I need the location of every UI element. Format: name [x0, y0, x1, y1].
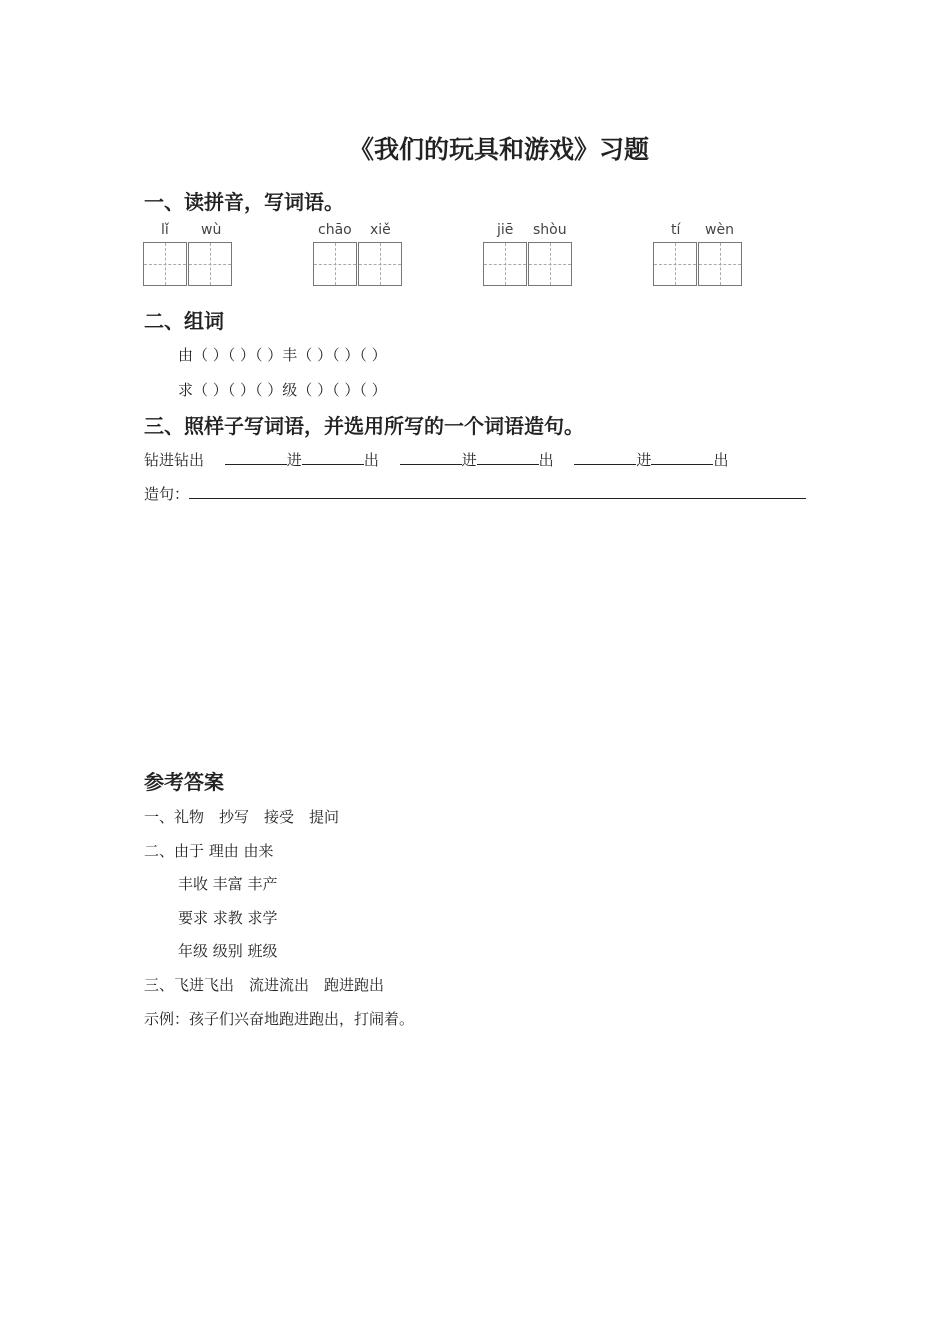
- writing-box[interactable]: [313, 242, 357, 286]
- pattern-example: 钻进钻出: [144, 451, 205, 469]
- sentence-label: 造句：: [144, 485, 190, 503]
- word-group-row-2: 求（ ）（ ）（ ）级（ ）（ ）（ ）: [178, 381, 387, 399]
- page-title: 《我们的玩具和游戏》习题: [348, 135, 649, 164]
- writing-box[interactable]: [358, 242, 402, 286]
- pinyin: xiě: [370, 222, 391, 238]
- sentence-blank[interactable]: [189, 484, 806, 499]
- jin-char: 进: [461, 451, 477, 469]
- answer-line: 三、飞进飞出 流进流出 跑进跑出: [144, 976, 385, 994]
- blank[interactable]: [302, 450, 364, 465]
- pinyin-group-3: [483, 222, 575, 290]
- pinyin: jiē: [497, 222, 514, 238]
- writing-box[interactable]: [698, 242, 742, 286]
- answers-heading: 参考答案: [144, 770, 224, 794]
- pinyin: chāo: [318, 222, 352, 238]
- blank[interactable]: [651, 450, 713, 465]
- answer-line: 一、礼物 抄写 接受 提问: [144, 808, 340, 826]
- pinyin-group-4: [653, 222, 745, 290]
- blank[interactable]: [225, 450, 287, 465]
- pinyin-group-1: [143, 222, 235, 290]
- writing-box[interactable]: [653, 242, 697, 286]
- pinyin: shòu: [533, 222, 567, 238]
- writing-box[interactable]: [188, 242, 232, 286]
- answer-line: 丰收 丰富 丰产: [178, 875, 278, 893]
- blank[interactable]: [477, 450, 539, 465]
- chu-char: 出: [363, 451, 379, 469]
- pinyin: lǐ: [161, 222, 169, 238]
- writing-box[interactable]: [143, 242, 187, 286]
- answer-line: 示例：孩子们兴奋地跑进跑出，打闹着。: [144, 1010, 415, 1028]
- pinyin: wèn: [705, 222, 734, 238]
- sentence-row: [144, 483, 806, 504]
- chu-char: 出: [713, 451, 729, 469]
- section1-heading: 一、读拼音，写词语。: [144, 190, 344, 214]
- pinyin: wù: [201, 222, 222, 238]
- pinyin-group-2: [313, 222, 405, 290]
- section2-heading: 二、组词: [144, 309, 224, 333]
- blank[interactable]: [400, 450, 462, 465]
- answer-line: 二、由于 理由 由来: [144, 842, 274, 860]
- answer-line: 要求 求教 求学: [178, 909, 278, 927]
- blank[interactable]: [574, 450, 636, 465]
- pinyin: tí: [671, 222, 681, 238]
- answer-line: 年级 级别 班级: [178, 942, 278, 960]
- word-group-row-1: 由（ ）（ ）（ ）丰（ ）（ ）（ ）: [178, 346, 387, 364]
- jin-char: 进: [286, 451, 302, 469]
- section3-heading: 三、照样子写词语，并选用所写的一个词语造句。: [144, 414, 584, 438]
- writing-box[interactable]: [483, 242, 527, 286]
- jin-char: 进: [636, 451, 652, 469]
- writing-box[interactable]: [528, 242, 572, 286]
- chu-char: 出: [538, 451, 554, 469]
- pattern-row: [144, 449, 728, 470]
